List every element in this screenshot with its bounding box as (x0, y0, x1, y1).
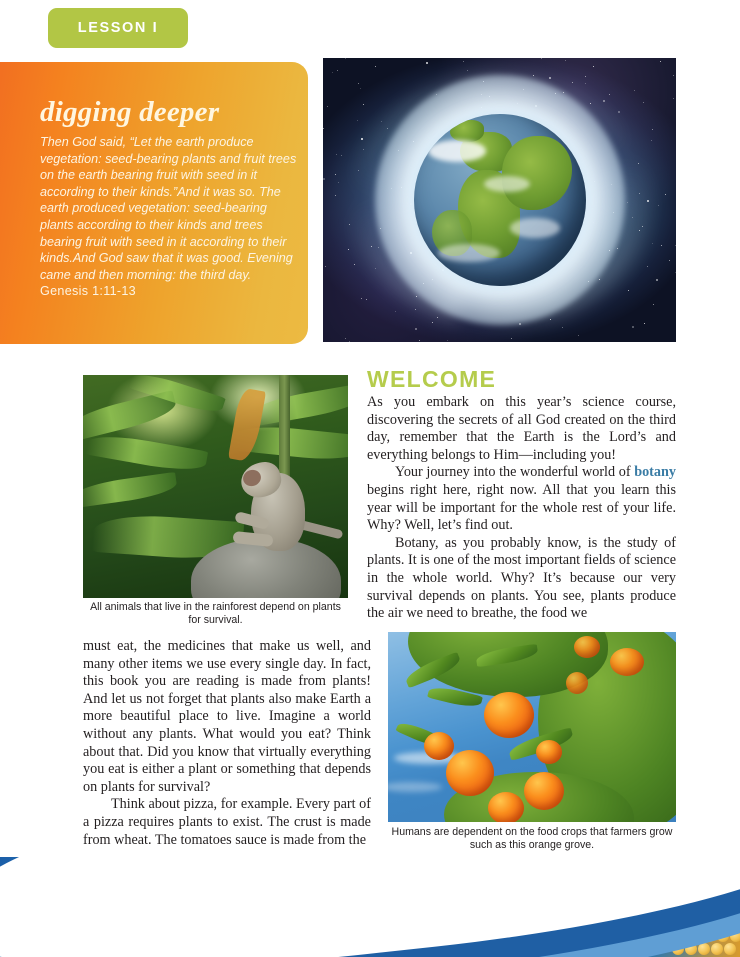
orange-grove-caption: Humans are dependent on the food crops that farmers grow such as this orange grove. (391, 826, 673, 852)
cloud-patch-1 (428, 140, 486, 162)
sky-wisp-2 (388, 782, 442, 792)
palm-frond-2 (86, 431, 208, 475)
digging-deeper-title: digging deeper (40, 96, 220, 128)
welcome-paragraph-3: Botany, as you probably know, is the study of plants. It is one of the most important fields of science in the whole world. Why? It’s because our very survival depends on plants. You see, plants produce the air we need to breathe, the food we (367, 534, 676, 622)
verse-reference: Genesis 1:11-13 (40, 284, 136, 299)
cloud-patch-2 (484, 176, 530, 192)
orange-6 (536, 740, 562, 764)
orange-9 (566, 672, 588, 694)
palm-frond-3 (83, 472, 178, 508)
orange-7 (610, 648, 644, 676)
orange-1 (484, 692, 534, 738)
corn-kernel (724, 943, 736, 955)
earth-globe-image (323, 58, 676, 342)
orange-4 (524, 772, 564, 810)
lesson-tab (48, 8, 188, 48)
orange-5 (488, 792, 524, 822)
lesson-tab-label: LESSON I (77, 20, 159, 36)
rainforest-image (83, 375, 348, 598)
paragraph-2-lead: Your journey into the wonderful world of (395, 464, 635, 481)
orange-grove-image (388, 632, 676, 822)
digging-deeper-panel (0, 62, 308, 344)
landmass-greenland (450, 120, 484, 142)
glossary-term-botany: botany (634, 464, 676, 481)
corn-kernel (711, 943, 723, 955)
continued-body-text (83, 638, 371, 849)
welcome-paragraph-2 (367, 464, 676, 534)
cloud-patch-3 (510, 218, 560, 238)
landmass-asia (502, 136, 572, 210)
continued-paragraph-2: Think about pizza, for example. Every part of a pizza requires plants to exist. The crust is made from wheat. The tomatoes sauce is made from the (83, 796, 371, 848)
verse-text: Then God said, “Let the earth produce vegetation: seed-bearing plants and fruit trees on the earth bearing fruit with seed in it according to their kinds.”And it was so. The earth produced vegetation: seed-bearing plants according to their kinds and trees bearing fruit with seed in it according to their kinds.And God saw that it was good. Evening came and then morning: the third day. (40, 135, 297, 282)
globe-sphere (414, 114, 586, 286)
welcome-body-text (367, 394, 676, 623)
digging-deeper-verse (40, 134, 298, 300)
orange-8 (574, 636, 600, 658)
continued-paragraph-1: must eat, the medicines that make us well, and many other items we use every single day. In fact, this book you are reading is made from plants! And let us not forget that plants also make Earth a more beautiful place to live. Imagine a world without any plants. What would you eat? Think about that. Did you know that virtually everything you eat is either a plant or something that depends on plants for survival? (83, 638, 371, 795)
corn-kernel (698, 943, 710, 955)
footer-decorative-band (0, 857, 740, 957)
welcome-paragraph-1: As you embark on this year’s science course, discovering the secrets of all God created on the third day, remember that the Earth is the Lord’s and everything belongs to Him—including you! (367, 394, 676, 463)
rainforest-caption: All animals that live in the rainforest depend on plants for survival. (90, 601, 341, 627)
orange-3 (424, 732, 454, 760)
orange-2 (446, 750, 494, 796)
welcome-heading: WELCOME (367, 366, 497, 392)
cloud-patch-4 (438, 244, 500, 262)
paragraph-2-rest: begins right here, right now. All that you learn this year will be important for the whole rest of your life. Why? Well, let’s find out. (367, 481, 676, 534)
